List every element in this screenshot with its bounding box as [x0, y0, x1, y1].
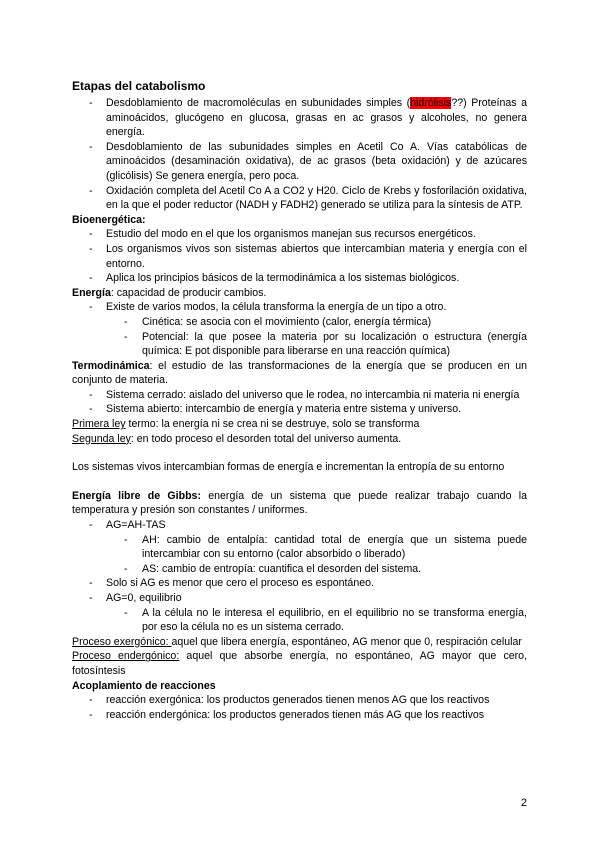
- page-number: 2: [520, 797, 527, 809]
- list-item: - Aplica los principios básicos de la termodinámica a los sistemas biológicos.: [72, 271, 527, 286]
- list-item: - Existe de varios modos, la célula transforma la energía de un tipo a otro.: [72, 300, 527, 315]
- list-item: - Solo si AG es menor que cero el proceso es espontáneo.: [72, 576, 527, 591]
- list-item: - Estudio del modo en el que los organismos manejan sus recursos energéticos.: [72, 227, 527, 242]
- sistemas-vivos-statement: Los sistemas vivos intercambian formas de energía e incrementan la entropía de su entorno: [72, 461, 505, 474]
- termodinamica-definition: Termodinámica: el estudio de las transformaciones de la energía que se producen en un conjunto de materia.: [72, 359, 527, 387]
- proceso-endergonico: Proceso endergónico: aquel que absorbe energía, no espontáneo, AG mayor que cero, fotosíntesis: [72, 650, 528, 677]
- energia-list: [72, 300, 527, 358]
- section-heading-acoplamiento: Acoplamiento de reacciones: [72, 679, 216, 692]
- list-item: - Sistema cerrado: aislado del universo que le rodea, no intercambia ni materia ni energía: [72, 388, 527, 403]
- proceso-exergonico: Proceso exergónico: aquel que libera energía, espontáneo, AG menor que 0, respiración celular: [72, 635, 522, 648]
- etapas-list: [72, 96, 527, 213]
- list-item: - Los organismos vivos son sistemas abiertos que intercambian materia y energía con el entorno.: [72, 242, 527, 271]
- section-heading-bioenergetica: Bioenergética:: [72, 213, 146, 226]
- energia-sublist: [72, 315, 527, 359]
- termodinamica-list: [72, 388, 527, 417]
- gibbs-formula-sublist: [72, 533, 527, 577]
- list-item: - Oxidación completa del Acetil Co A a CO2 y H20. Ciclo de Krebs y fosforilación oxidativa, en la que el poder reductor (NADH y FADH2) generado se utiliza para la síntesis de ATP.: [72, 184, 527, 213]
- highlighted-word: hidrólisis: [410, 97, 452, 109]
- document-page: [72, 70, 527, 722]
- list-item: - Desdoblamiento de las subunidades simples en Acetil Co A. Vías catabólicas de aminoácidos (desaminación oxidativa), de ac grasos (beta oxidación) y de azúcares (glicólisis) Se genera energía, pero poca.: [72, 140, 527, 184]
- list-item: - AG=0, equilibrio: [72, 591, 527, 606]
- list-item: - Cinética: se asocia con el movimiento (calor, energía térmica): [124, 315, 527, 330]
- energia-definition: Energía: capacidad de producir cambios.: [72, 286, 267, 299]
- list-item: - Desdoblamiento de macromoléculas en subunidades simples (hidrólisis??) Proteínas a aminoácidos, glucógeno en glucosa, grasas en ac grasos y alcoholes, no genera energía.: [72, 96, 527, 140]
- section-heading-etapas: Etapas del catabolismo: [72, 79, 206, 93]
- list-item: - AH: cambio de entalpía: cantidad total de energía que un sistema puede intercambiar con su entorno (calor absorbido o liberado): [124, 533, 527, 562]
- list-item: - AG=AH-TAS: [72, 518, 527, 533]
- list-item: - reacción endergónica: los productos generados tienen más AG que los reactivos: [72, 708, 527, 723]
- list-item: - A la célula no le interesa el equilibrio, en el equilibrio no se transforma energía, por eso la célula no es un sistema cerrado.: [124, 606, 527, 635]
- list-item: - reacción exergónica: los productos generados tienen menos AG que los reactivos: [72, 693, 527, 708]
- list-item: - Potencial: la que posee la materia por su localización o estructura (energía química: E pot disponible para liberarse en una reacción química): [124, 330, 527, 359]
- list-item: - AS: cambio de entropía: cuantifica el desorden del sistema.: [124, 562, 527, 577]
- segunda-ley: Segunda ley: en todo proceso el desorden total del universo aumenta.: [72, 432, 402, 445]
- acoplamiento-list: [72, 693, 527, 722]
- list-item: - Sistema abierto: intercambio de energía y materia entre sistema y universo.: [72, 402, 527, 417]
- equilibrio-sublist: [72, 606, 527, 635]
- primera-ley: Primera ley termo: la energía ni se crea ni se destruye, solo se transforma: [72, 418, 420, 431]
- bioenergetica-list: [72, 227, 527, 285]
- gibbs-list: [72, 518, 527, 635]
- gibbs-definition: Energía libre de Gibbs: energía de un sistema que puede realizar trabajo cuando la temperatura y presión son constantes / uniformes.: [72, 489, 527, 517]
